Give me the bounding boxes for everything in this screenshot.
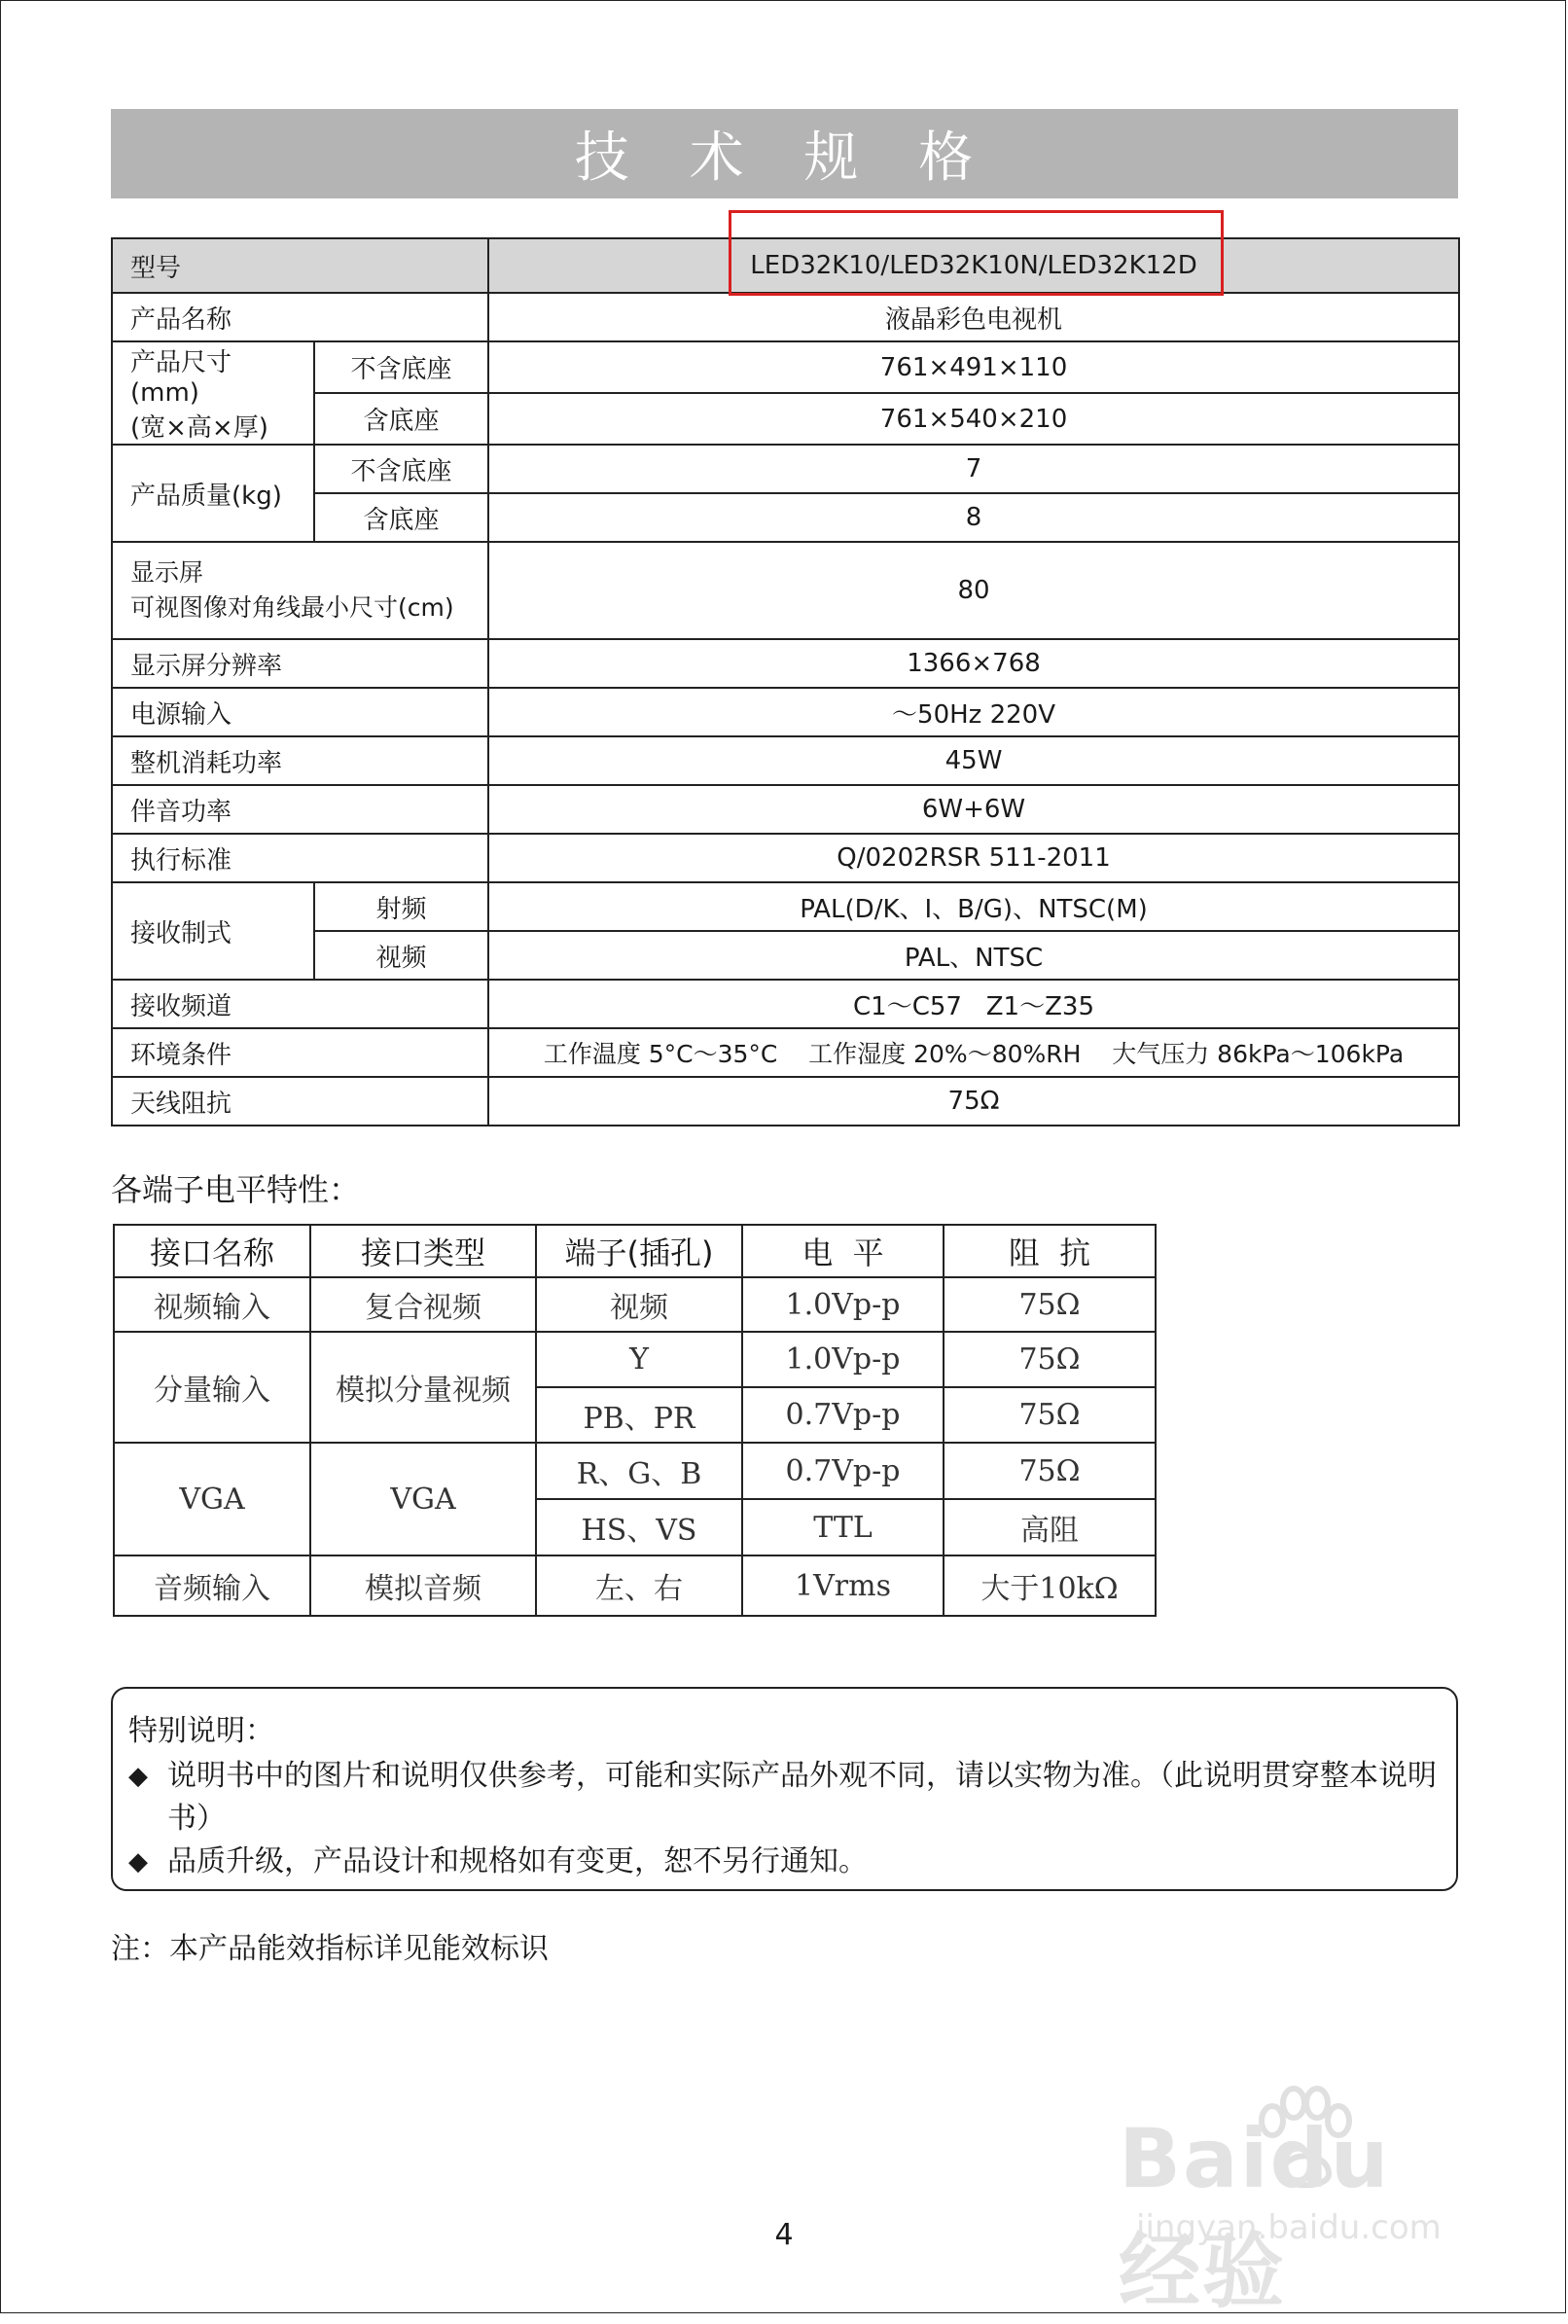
screen-label-line1: 显示屏 (130, 558, 204, 587)
vga-rgb-terminal: R、G、B (536, 1443, 742, 1499)
list-item (128, 1755, 1441, 1841)
size-label (112, 341, 314, 445)
watermark-logo: Baidu经验 (1119, 2111, 1391, 2319)
size-label-line1: 产品尺寸(mm) (130, 348, 232, 408)
note-text-1: 说明书中的图片和说明仅供参考，可能和实际产品外观不同，请以实物为准。（此说明贯穿整本说明书） (167, 1759, 1437, 1836)
table-row (112, 445, 1459, 493)
audio-power-label: 伴音功率 (112, 785, 488, 834)
product-name-label: 产品名称 (112, 293, 488, 341)
weight-label: 产品质量(kg) (112, 445, 314, 542)
component-y-impedance: 75Ω (944, 1332, 1156, 1387)
table-row (112, 393, 1459, 445)
standard-value: Q/0202RSR 511-2011 (488, 834, 1459, 882)
component-pbpr-level: 0.7Vp-p (742, 1387, 944, 1443)
watermark-url: jingyan.baidu.com (1136, 2208, 1442, 2247)
footnote: 注：本产品能效指标详见能效标识 (111, 1932, 549, 1966)
note-text-2: 品质升级，产品设计和规格如有变更，恕不另行通知。 (167, 1844, 868, 1878)
component-y-level: 1.0Vp-p (742, 1332, 944, 1387)
spec-table (111, 237, 1460, 1126)
list-item (128, 1841, 1441, 1883)
video-in-impedance: 75Ω (944, 1277, 1156, 1332)
video-in-type: 复合视频 (310, 1277, 536, 1332)
audio-in-level: 1Vrms (742, 1555, 944, 1616)
table-row (112, 341, 1459, 393)
table-row (112, 542, 1459, 639)
page-number: 4 (774, 2218, 794, 2252)
table-row (114, 1555, 1156, 1616)
component-type: 模拟分量视频 (310, 1332, 536, 1443)
model-label: 型号 (112, 238, 488, 293)
header-port-type: 接口类型 (310, 1225, 536, 1277)
audio-in-terminal: 左、右 (536, 1555, 742, 1616)
video-in-name: 视频输入 (114, 1277, 310, 1332)
table-row (112, 1077, 1459, 1126)
table-row (112, 834, 1459, 882)
audio-power-value: 6W+6W (488, 785, 1459, 834)
power-consumption-label: 整机消耗功率 (112, 736, 488, 785)
size-with-stand-value: 761×540×210 (488, 393, 1459, 445)
header-impedance: 阻 抗 (944, 1225, 1156, 1277)
vga-sync-impedance: 高阻 (944, 1499, 1156, 1555)
component-y-terminal: Y (536, 1332, 742, 1387)
table-row (112, 736, 1459, 785)
audio-in-name: 音频输入 (114, 1555, 310, 1616)
size-with-stand-label: 含底座 (314, 393, 488, 445)
table-row (112, 1028, 1459, 1077)
notes-title: 特别说明： (128, 1714, 274, 1748)
size-without-stand-value: 761×491×110 (488, 341, 1459, 393)
power-input-value: ～50Hz 220V (488, 688, 1459, 736)
rf-value: PAL(D/K、I、B/G)、NTSC(M) (488, 882, 1459, 931)
vga-name: VGA (114, 1443, 310, 1555)
diamond-bullet-icon: ◆ (128, 1847, 148, 1877)
audio-in-type: 模拟音频 (310, 1555, 536, 1616)
screen-value: 80 (488, 542, 1459, 639)
table-row (112, 931, 1459, 980)
size-without-stand-label: 不含底座 (314, 341, 488, 393)
power-input-label: 电源输入 (112, 688, 488, 736)
ports-heading: 各端子电平特性： (111, 1171, 361, 1208)
channel-label: 接收频道 (112, 980, 488, 1028)
audio-in-impedance: 大于10kΩ (944, 1555, 1156, 1616)
screen-label (112, 542, 488, 639)
rf-label: 射频 (314, 882, 488, 931)
header-port-name: 接口名称 (114, 1225, 310, 1277)
table-row (114, 1332, 1156, 1387)
video-label: 视频 (314, 931, 488, 980)
reception-label: 接收制式 (112, 882, 314, 980)
environment-label: 环境条件 (112, 1028, 488, 1077)
page-title: 技 术 规 格 (111, 109, 1458, 198)
weight-without-stand-label: 不含底座 (314, 445, 488, 493)
table-row (114, 1225, 1156, 1277)
weight-without-stand-value: 7 (488, 445, 1459, 493)
antenna-value: 75Ω (488, 1077, 1459, 1126)
diamond-bullet-icon: ◆ (128, 1762, 148, 1791)
channel-value: C1～C57 Z1～Z35 (488, 980, 1459, 1028)
header-terminal: 端子(插孔) (536, 1225, 742, 1277)
table-row (112, 293, 1459, 341)
component-pbpr-terminal: PB、PR (536, 1387, 742, 1443)
table-row (114, 1443, 1156, 1499)
weight-with-stand-value: 8 (488, 493, 1459, 542)
resolution-value: 1366×768 (488, 639, 1459, 688)
product-name-value: 液晶彩色电视机 (488, 293, 1459, 341)
vga-sync-level: TTL (742, 1499, 944, 1555)
size-label-line2: (宽×高×厚) (130, 413, 268, 443)
vga-rgb-level: 0.7Vp-p (742, 1443, 944, 1499)
model-highlight-box (729, 210, 1224, 296)
table-row (112, 980, 1459, 1028)
video-in-terminal: 视频 (536, 1277, 742, 1332)
vga-type: VGA (310, 1443, 536, 1555)
watermark (1119, 2082, 1469, 2319)
table-row (112, 688, 1459, 736)
weight-with-stand-label: 含底座 (314, 493, 488, 542)
special-notes-box (111, 1687, 1458, 1891)
table-row (112, 882, 1459, 931)
table-row (112, 639, 1459, 688)
component-name: 分量输入 (114, 1332, 310, 1443)
table-row (112, 785, 1459, 834)
table-row (112, 493, 1459, 542)
video-in-level: 1.0Vp-p (742, 1277, 944, 1332)
table-row (114, 1277, 1156, 1332)
vga-rgb-impedance: 75Ω (944, 1443, 1156, 1499)
environment-value: 工作温度 5°C～35°C 工作湿度 20%～80%RH 大气压力 86kPa～106kPa (488, 1028, 1459, 1077)
vga-sync-terminal: HS、VS (536, 1499, 742, 1555)
standard-label: 执行标准 (112, 834, 488, 882)
ports-table (113, 1224, 1157, 1617)
component-pbpr-impedance: 75Ω (944, 1387, 1156, 1443)
antenna-label: 天线阻抗 (112, 1077, 488, 1126)
header-level: 电 平 (742, 1225, 944, 1277)
screen-label-line2: 可视图像对角线最小尺寸(cm) (130, 593, 454, 622)
power-consumption-value: 45W (488, 736, 1459, 785)
model-value: LED32K10/LED32K10N/LED32K12D (488, 238, 1459, 293)
video-value: PAL、NTSC (488, 931, 1459, 980)
resolution-label: 显示屏分辨率 (112, 639, 488, 688)
